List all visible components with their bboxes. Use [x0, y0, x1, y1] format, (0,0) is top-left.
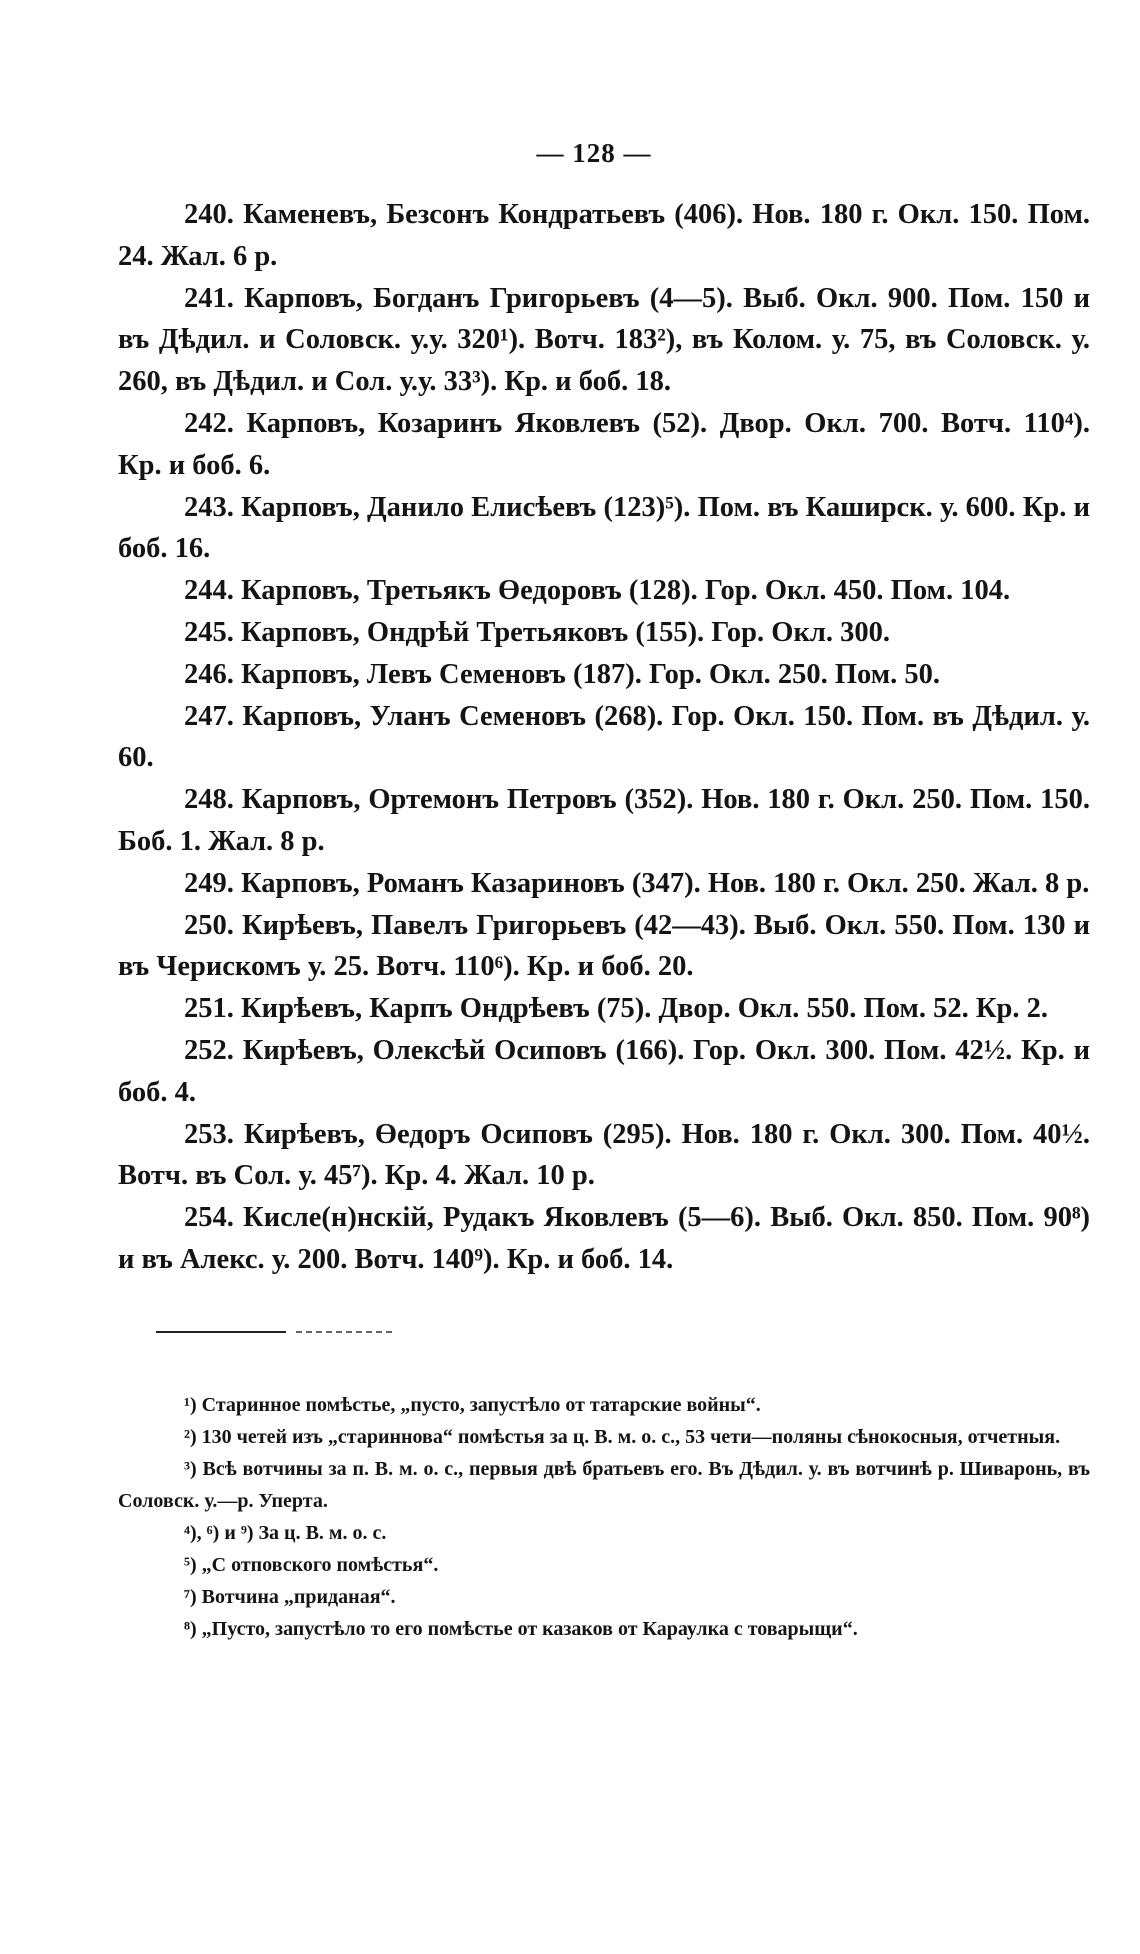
footnote: [118, 1421, 1090, 1453]
footnote-mark: ³): [184, 1457, 197, 1480]
register-entry: [118, 1030, 1090, 1114]
entry-number: 249.: [184, 867, 234, 899]
register-entry: [118, 612, 1090, 654]
register-entry: [118, 863, 1090, 905]
footnote: [118, 1613, 1090, 1645]
entry-number: 251.: [184, 993, 234, 1025]
entry-text: Кисле(н)нскій, Рудакъ Яковлевъ (5—6). Выб. Окл. 850. Пом. 90⁸) и въ Алекс. у. 200. Вотч. 140⁹). Кр. и боб. 14.: [118, 1202, 1090, 1275]
book-page: [118, 138, 1090, 1645]
register-entry: [118, 696, 1090, 780]
register-entry: [118, 278, 1090, 403]
footnote-text: Старинное помѣстье, „пусто, запустѣло от татарские войны“.: [201, 1393, 761, 1416]
entry-number: 241.: [184, 282, 234, 314]
footnotes: [118, 1389, 1090, 1645]
register-entry: [118, 988, 1090, 1030]
separator-rule-tail: [296, 1331, 392, 1333]
entry-text: Кирѣевъ, Карпъ Ондрѣевъ (75). Двор. Окл. 550. Пом. 52. Кр. 2.: [241, 993, 1048, 1025]
footnote-mark: ²): [184, 1425, 197, 1448]
footnote: [118, 1453, 1090, 1517]
entry-number: 247.: [184, 700, 234, 732]
entry-text: Карповъ, Романъ Казариновъ (347). Нов. 180 г. Окл. 250. Жал. 8 р.: [241, 867, 1090, 899]
entry-text: Кирѣевъ, Өедоръ Осиповъ (295). Нов. 180 г. Окл. 300. Пом. 40½. Вотч. въ Сол. у. 45⁷). Кр. 4. Жал. 10 р.: [118, 1118, 1091, 1192]
entry-number: 242.: [184, 407, 234, 439]
entry-text: Карповъ, Ортемонъ Петровъ (352). Нов. 180 г. Окл. 250. Пом. 150. Боб. 1. Жал. 8 р.: [118, 784, 1091, 857]
footnote-text: „С отповского помѣстья“.: [201, 1553, 439, 1576]
separator-rule: [156, 1331, 286, 1333]
register-entry: [118, 654, 1090, 696]
entry-number: 240.: [184, 199, 234, 230]
footnote: [118, 1389, 1090, 1421]
register-entry: [118, 1197, 1090, 1281]
entry-text: Карповъ, Козаринъ Яковлевъ (52). Двор. Окл. 700. Вотч. 110⁴). Кр. и боб. 6.: [118, 407, 1090, 481]
entry-number: 253.: [184, 1118, 234, 1150]
footnote-mark: ⁷): [184, 1585, 197, 1608]
entry-number: 244.: [184, 575, 234, 607]
entry-number: 245.: [184, 616, 234, 648]
entry-text: Кирѣевъ, Олексѣй Осиповъ (166). Гор. Окл. 300. Пом. 42½. Кр. и боб. 4.: [118, 1034, 1090, 1108]
register-entry: [118, 570, 1090, 612]
footnote-mark: ⁴),: [184, 1521, 202, 1544]
footnote-mark: ⁸): [184, 1617, 197, 1640]
entry-number: 248.: [184, 784, 234, 816]
register-entry: [118, 403, 1090, 487]
register-entry: [118, 487, 1090, 571]
entry-number: 254.: [184, 1202, 234, 1234]
entry-text: Кирѣевъ, Павелъ Григорьевъ (42—43). Выб. Окл. 550. Пом. 130 и въ Черискомъ у. 25. Вотч. 110⁶). Кр. и боб. 20.: [118, 909, 1090, 983]
entry-number: 243.: [184, 491, 234, 523]
footnote: [118, 1517, 1090, 1549]
footnote-text: ⁶) и ⁹) За ц. В. м. о. с.: [206, 1521, 387, 1544]
footnote-text: Вотчина „приданая“.: [201, 1585, 396, 1608]
entry-number: 250.: [184, 909, 234, 941]
entry-text: Карповъ, Уланъ Семеновъ (268). Гор. Окл. 150. Пом. въ Дѣдил. у. 60.: [118, 700, 1090, 774]
footnote-text: Всѣ вотчины за п. В. м. о. с., первыя двѣ братьевъ его. Въ Дѣдил. у. въ вотчинѣ р. Шиваронь, въ Соловск. у.—р. Уперта.: [118, 1457, 1090, 1512]
entry-text: Карповъ, Третьякъ Өедоровъ (128). Гор. Окл. 450. Пом. 104.: [241, 575, 1011, 607]
entry-text: Каменевъ, Безсонъ Кондратьевъ (406). Нов. 180 г. Окл. 150. Пом. 24. Жал. 6 р.: [118, 199, 1091, 272]
entry-number: 246.: [184, 658, 234, 690]
entry-number: 252.: [184, 1034, 234, 1066]
entry-text: Карповъ, Данило Елисѣевъ (123)⁵). Пом. въ Каширск. у. 600. Кр. и боб. 16.: [118, 491, 1090, 565]
footnote-separator: [118, 1331, 1090, 1337]
register-entry: [118, 1114, 1090, 1198]
register-entries: [118, 194, 1090, 1281]
register-entry: [118, 779, 1090, 863]
footnote: [118, 1549, 1090, 1581]
footnote-text: „Пусто, запустѣло то его помѣстье от казаков от Караулка с товарыщи“.: [201, 1617, 858, 1640]
footnote-text: 130 четей изъ „стариннова“ помѣстья за ц. В. м. о. с., 53 чети—поляны сѣнокосныя, отчетныя.: [201, 1425, 1061, 1448]
footnote-mark: ⁵): [184, 1553, 197, 1576]
entry-text: Карповъ, Ондрѣй Третьяковъ (155). Гор. Окл. 300.: [241, 616, 890, 648]
entry-text: Карповъ, Богданъ Григорьевъ (4—5). Выб. Окл. 900. Пом. 150 и въ Дѣдил. и Соловск. у.у. 320¹). Вотч. 183²), въ Колом. у. 75, въ Соловск. у. 260, въ Дѣдил. и Сол. у.у. 33³). Кр. и боб. 18.: [118, 282, 1090, 398]
entry-text: Карповъ, Левъ Семеновъ (187). Гор. Окл. 250. Пом. 50.: [241, 658, 940, 690]
footnote: [118, 1581, 1090, 1613]
register-entry: [118, 194, 1090, 278]
footnote-mark: ¹): [184, 1393, 197, 1416]
page-number: — 128 —: [536, 138, 652, 168]
register-entry: [118, 905, 1090, 989]
